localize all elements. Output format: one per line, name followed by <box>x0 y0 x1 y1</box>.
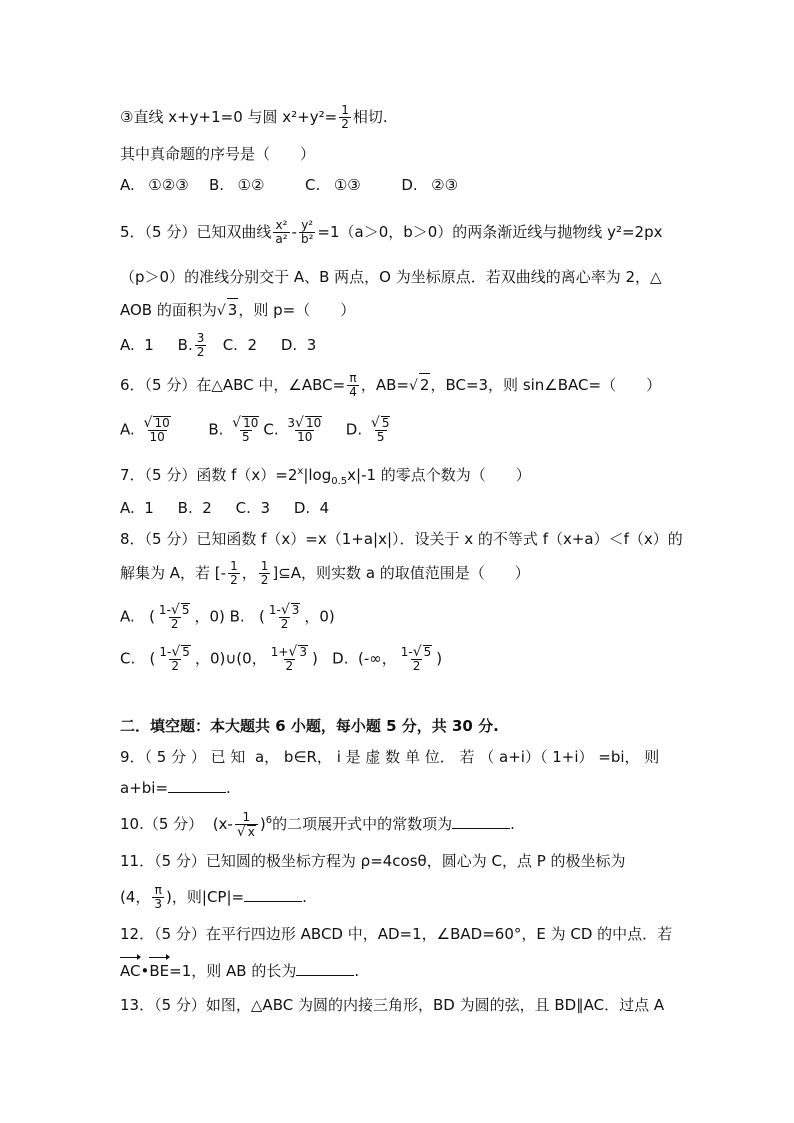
fraction-y2-b2: $\frac{\text{y²}}{\text{b²}}$ <box>300 218 314 246</box>
sqrt-icon: √ <box>216 303 226 319</box>
answer-blank <box>244 887 302 902</box>
fraction: $\frac{1}{2}$ <box>230 559 238 587</box>
q6-options: A. $\frac{√ 10}{10}$ B. $\frac{√ 10}{5}$ C. $\frac{3√ 10}{10}$ D. $\frac{√ 5}{5}$ <box>120 416 394 444</box>
q7-options: A. 1 B. 2 C. 3 D. 4 <box>120 499 330 517</box>
fraction: $\frac{1}{2}$ <box>260 559 269 587</box>
option-a-fraction: $\frac{√ 10}{10}$ <box>143 415 170 444</box>
q12-line2: AC•BE=1，则 AB 的长为 . <box>120 962 360 980</box>
q8-options-ab: A. ( $\frac{1-√ 5}{2}$ ，0) B. ( $\frac{1-√ 3}{2}$ ，0) <box>120 602 335 631</box>
fraction-pi-3: $\frac{\pi}{3}$ <box>154 883 163 911</box>
sqrt-icon: √ <box>295 415 304 431</box>
sqrt-icon: √ <box>280 602 290 618</box>
fraction: $\frac{3}{2}$ <box>196 331 205 359</box>
sqrt-icon: √ <box>370 415 380 431</box>
q6-line1: 6．（5 分）在△ABC 中，∠ABC= $\frac{\pi}{4}$ ，AB=√ 2，BC=3，则 sin∠BAC=（ ） <box>120 371 662 399</box>
q8-line1: 8．（5 分）已知函数 f（x）=x（1+a|x|）．设关于 x 的不等式 f（x+a）＜f（x）的 <box>120 530 683 548</box>
statement-3: ③直线 x+y+1=0 与圆 x²+y²= $\frac{1}{2}$ 相切. <box>120 103 388 131</box>
answer-blank <box>452 814 510 829</box>
section-2-heading: 二．填空题：本大题共 6 小题，每小题 5 分，共 30 分. <box>120 717 499 735</box>
vector-ac: AC <box>120 962 141 980</box>
q7-line1: 7．（5 分）函数 $f(x)=2^x|\log_{0.5}x|-1$ 的零点个数为（ ） <box>120 466 531 487</box>
q5-line1: 5．（5 分）已知双曲线 $\frac{\text{x²}}{\text{a²}}$ - $\frac{\text{y²}}{\text{b²}}$ =1（a＞0，b＞0）的两条渐近线与抛物线 y²=2px <box>120 218 663 246</box>
option-b-fraction: $\frac{1-√ 3}{2}$ <box>268 602 300 631</box>
option-c-fraction-2: $\frac{1+√ 3}{2}$ <box>270 644 307 673</box>
option-d-fraction: $\frac{√ 5}{5}$ <box>370 415 390 444</box>
q5-options: A. 1 B. $\frac{3}{2}$ C. 2 D. 3 <box>120 331 317 359</box>
sqrt-icon: √ <box>408 378 418 394</box>
answer-blank <box>168 778 226 793</box>
q11-line1: 11．（5 分）已知圆的极坐标方程为 ρ=4cosθ，圆心为 C，点 P 的极坐标为 <box>120 852 626 870</box>
q8-line2: 解集为 A，若 [- $\frac{1}{2}$ ， $\frac{1}{2}$ ]⊆A，则实数 a 的取值范围是（ ） <box>120 559 530 587</box>
q4-options: A. ①②③ B. ①② C. ①③ D. ②③ <box>120 176 459 194</box>
q5-line3: AOB 的面积为√ 3，则 p=（ ） <box>120 298 355 322</box>
q13-line1: 13．（5 分）如图，△ABC 为圆的内接三角形，BD 为圆的弦，且 BD∥AC．过点 A <box>120 996 665 1014</box>
fraction-pi-4: $\frac{\pi}{4}$ <box>349 371 357 399</box>
q8-options-cd: C. ( $\frac{1-√ 5}{2}$ ，0)∪(0， $\frac{1+√ 3}{2}$ ) D. (-∞， $\frac{1-√ 5}{2}$ ) <box>120 644 443 673</box>
sqrt-icon: √ <box>412 644 422 660</box>
q9-line2: a+bi= . <box>120 779 231 797</box>
option-c-fraction: $\frac{3√ 10}{10}$ <box>287 415 322 444</box>
option-d-fraction: $\frac{1-√ 5}{2}$ <box>400 644 432 673</box>
fraction: $\frac{1}{2}$ <box>341 103 349 131</box>
answer-blank <box>296 961 354 976</box>
q9-line1: 9．（ 5 分 ） 已 知 a， b∈R， i 是 虚 数 单 位． 若 （ a+i）（ 1+i） =bi， 则 <box>120 748 660 766</box>
option-b-fraction: $\frac{√ 10}{5}$ <box>232 415 259 444</box>
sqrt-icon: √ <box>170 602 180 618</box>
sqrt-icon: √ <box>288 644 298 660</box>
q11-line2: (4， $\frac{\pi}{3}$ )，则|CP|= . <box>120 883 307 911</box>
vector-be: BE <box>149 962 170 980</box>
q5-line2: （p＞0）的准线分别交于 A、B 两点，O 为坐标原点．若双曲线的离心率为 2，△ <box>120 268 662 286</box>
sqrt-icon: √ <box>232 415 242 431</box>
sqrt-icon: √ <box>171 644 181 660</box>
sqrt-icon: √ <box>236 823 246 840</box>
true-statement-question: 其中真命题的序号是（ ） <box>120 145 316 163</box>
fraction-x2-a2: $\frac{\text{x²}}{\text{a²}}$ <box>275 218 288 246</box>
q12-line1: 12．（5 分）在平行四边形 ABCD 中，AD=1，∠BAD=60°，E 为 CD 的中点．若 <box>120 925 673 943</box>
q10-line: 10.（5 分） (x- $\frac{1}{√ x}$ )$^6$的二项展开式中的常数项为 . <box>120 809 515 840</box>
fraction: $\frac{1}{√ x}$ <box>235 811 258 839</box>
option-a-fraction: $\frac{1-√ 5}{2}$ <box>158 602 190 631</box>
sqrt-icon: √ <box>143 415 153 431</box>
option-c-fraction-1: $\frac{1-√ 5}{2}$ <box>159 644 190 673</box>
